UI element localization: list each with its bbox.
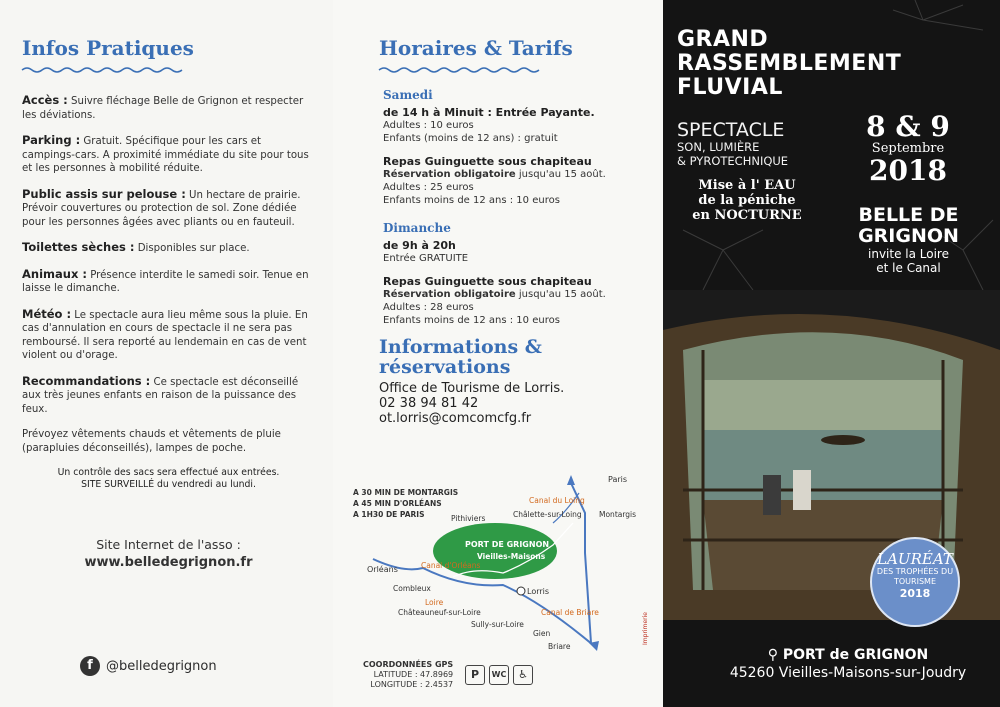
info-recommandations: Recommandations : Ce spectacle est déconseillé aux très jeunes enfants en raison de la puissance des feux. — [22, 373, 299, 415]
map-port-1: PORT DE GRIGNON — [465, 540, 550, 549]
info-toilettes: Toilettes sèches : Disponibles sur place. — [22, 240, 250, 254]
map-distance-3: A 1H30 DE PARIS — [353, 510, 425, 519]
gps-block: COORDONNÉES GPS LATITUDE : 47.8969 LONGITUDE : 2.4537 — [363, 660, 454, 689]
access-map — [353, 463, 663, 653]
website-label: Site Internet de l'asso : — [96, 537, 241, 552]
contact-phone[interactable]: 02 38 94 81 42 — [379, 396, 479, 411]
map-canal-orleans-label: Canal d'Orléans — [421, 561, 481, 570]
event-dates: 8 & 9 Septembre 2018 — [866, 110, 950, 187]
cover-panel — [641, 0, 1000, 707]
cover-title: GRAND RASSEMBLEMENT FLUVIAL — [677, 27, 902, 100]
title-underline — [22, 66, 187, 74]
location-pin-icon: ⚲ — [767, 647, 783, 663]
day-dimanche: Dimanche — [383, 221, 451, 235]
facebook-icon: f — [80, 656, 100, 676]
info-advice: Prévoyez vêtements chauds et vêtements de pluie (parapluies déconseillés), lampes de poche. — [22, 429, 281, 454]
map-distance-1: A 30 MIN DE MONTARGIS — [353, 488, 459, 497]
infos-title: Infos Pratiques — [22, 36, 194, 60]
printer-credit: Imprimerie — [641, 612, 649, 645]
website-block — [22, 537, 315, 570]
title-underline — [379, 66, 544, 74]
map-route-paris — [571, 483, 591, 643]
samedi-repas: Repas Guinguette sous chapiteau Réservation obligatoire jusqu'au 15 août. Adultes : 25 euros Enfants moins de 12 ans : 10 euros — [383, 155, 606, 206]
facility-icons — [465, 665, 533, 685]
security-note: Un contrôle des sacs sera effectué aux entrées. SITE SURVEILLÉ du vendredi au lundi. — [57, 467, 280, 490]
map-distance-2: A 45 MIN D'ORLÉANS — [353, 499, 442, 508]
map-loire-label: Loire — [425, 598, 444, 607]
map-arrow-paris — [567, 475, 575, 485]
organizer-block: BELLE DE GRIGNON invite la Loire et le Canal — [858, 204, 959, 275]
map-port-zone — [433, 523, 557, 579]
horaires-panel — [333, 0, 663, 707]
facebook-link[interactable] — [80, 656, 217, 676]
map-briare: Briare — [548, 642, 571, 651]
contact-block — [379, 337, 653, 426]
map-canal-briare-label: Canal de Briare — [541, 608, 599, 617]
map-montargis: Montargis — [599, 510, 637, 519]
map-sully: Sully-sur-Loire — [471, 620, 524, 629]
dimanche-entree: de 9h à 20h Entrée GRATUITE — [383, 239, 469, 264]
map-port-2: Vieilles-Maisons — [477, 552, 546, 561]
map-lorris-dot — [517, 587, 525, 595]
launch-note: Mise à l' EAU de la péniche en NOCTURNE — [692, 178, 802, 223]
info-public: Public assis sur pelouse : Un hectare de prairie. Prévoir couvertures ou protection de sol. Zone dédiée pour les personnes âgées avec pliants ou en fauteuil. — [22, 186, 301, 228]
map-gien: Gien — [533, 629, 551, 638]
map-lorris: Lorris — [527, 587, 550, 596]
infos-panel — [0, 0, 333, 707]
info-animaux: Animaux : Présence interdite le samedi soir. Tenue en laisse le dimanche. — [22, 266, 309, 294]
map-paris: Paris — [608, 475, 628, 484]
map-chateauneuf: Châteauneuf-sur-Loire — [398, 608, 481, 617]
map-pithiviers: Pithiviers — [451, 514, 486, 523]
day-samedi: Samedi — [383, 88, 433, 102]
toilet-icon: WC — [489, 665, 509, 685]
location-block: ⚲ PORT de GRIGNON 45260 Vieilles-Maisons-sur-Joudry — [729, 647, 967, 681]
infos-list — [22, 94, 315, 455]
award-badge: LAURÉAT DES TROPHÉES DU TOURISME 2018 — [870, 537, 960, 627]
website-link[interactable]: www.belledegrignon.fr — [84, 555, 253, 570]
map-combleux: Combleux — [393, 584, 431, 593]
facebook-handle: @belledegrignon — [106, 658, 217, 674]
parking-icon: P — [465, 665, 485, 685]
info-meteo: Météo : Le spectacle aura lieu même sous la pluie. En cas d'annulation en cours de spectacle il ne sera pas remboursé. Il sera reporté au lendemain en cas de vent violent ou d'orage. — [22, 306, 308, 361]
accessibility-icon: ♿ — [513, 665, 533, 685]
show-description: SPECTACLE SON, LUMIÈRE & PYROTECHNIQUE Mise à l' EAU de la péniche en NOCTURNE — [677, 120, 817, 223]
map-orleans: Orléans — [367, 565, 398, 574]
contact-title: Informations & réservations — [379, 336, 542, 378]
map-chalette: Châlette-sur-Loing — [513, 510, 582, 519]
info-parking: Parking : Gratuit. Spécifique pour les cars et campings-cars. A proximité immédiate du site pour tous et les personnes à mobilité réduite. — [22, 133, 309, 174]
horaires-title: Horaires & Tarifs — [379, 36, 573, 60]
dimanche-repas: Repas Guinguette sous chapiteau Réservation obligatoire jusqu'au 15 août. Adultes : 28 euros Enfants moins de 12 ans : 10 euros — [383, 275, 606, 326]
map-canal-loing-label: Canal du Loing — [529, 496, 585, 505]
info-acces: Accès : Suivre fléchage Belle de Grignon et respecter les déviations. — [22, 93, 304, 121]
contact-office: Office de Tourisme de Lorris. — [379, 381, 565, 396]
contact-email[interactable]: ot.lorris@comcomcfg.fr — [379, 411, 532, 426]
samedi-entree: de 14 h à Minuit : Entrée Payante. Adultes : 10 euros Enfants (moins de 12 ans) : gratuit — [383, 106, 595, 144]
